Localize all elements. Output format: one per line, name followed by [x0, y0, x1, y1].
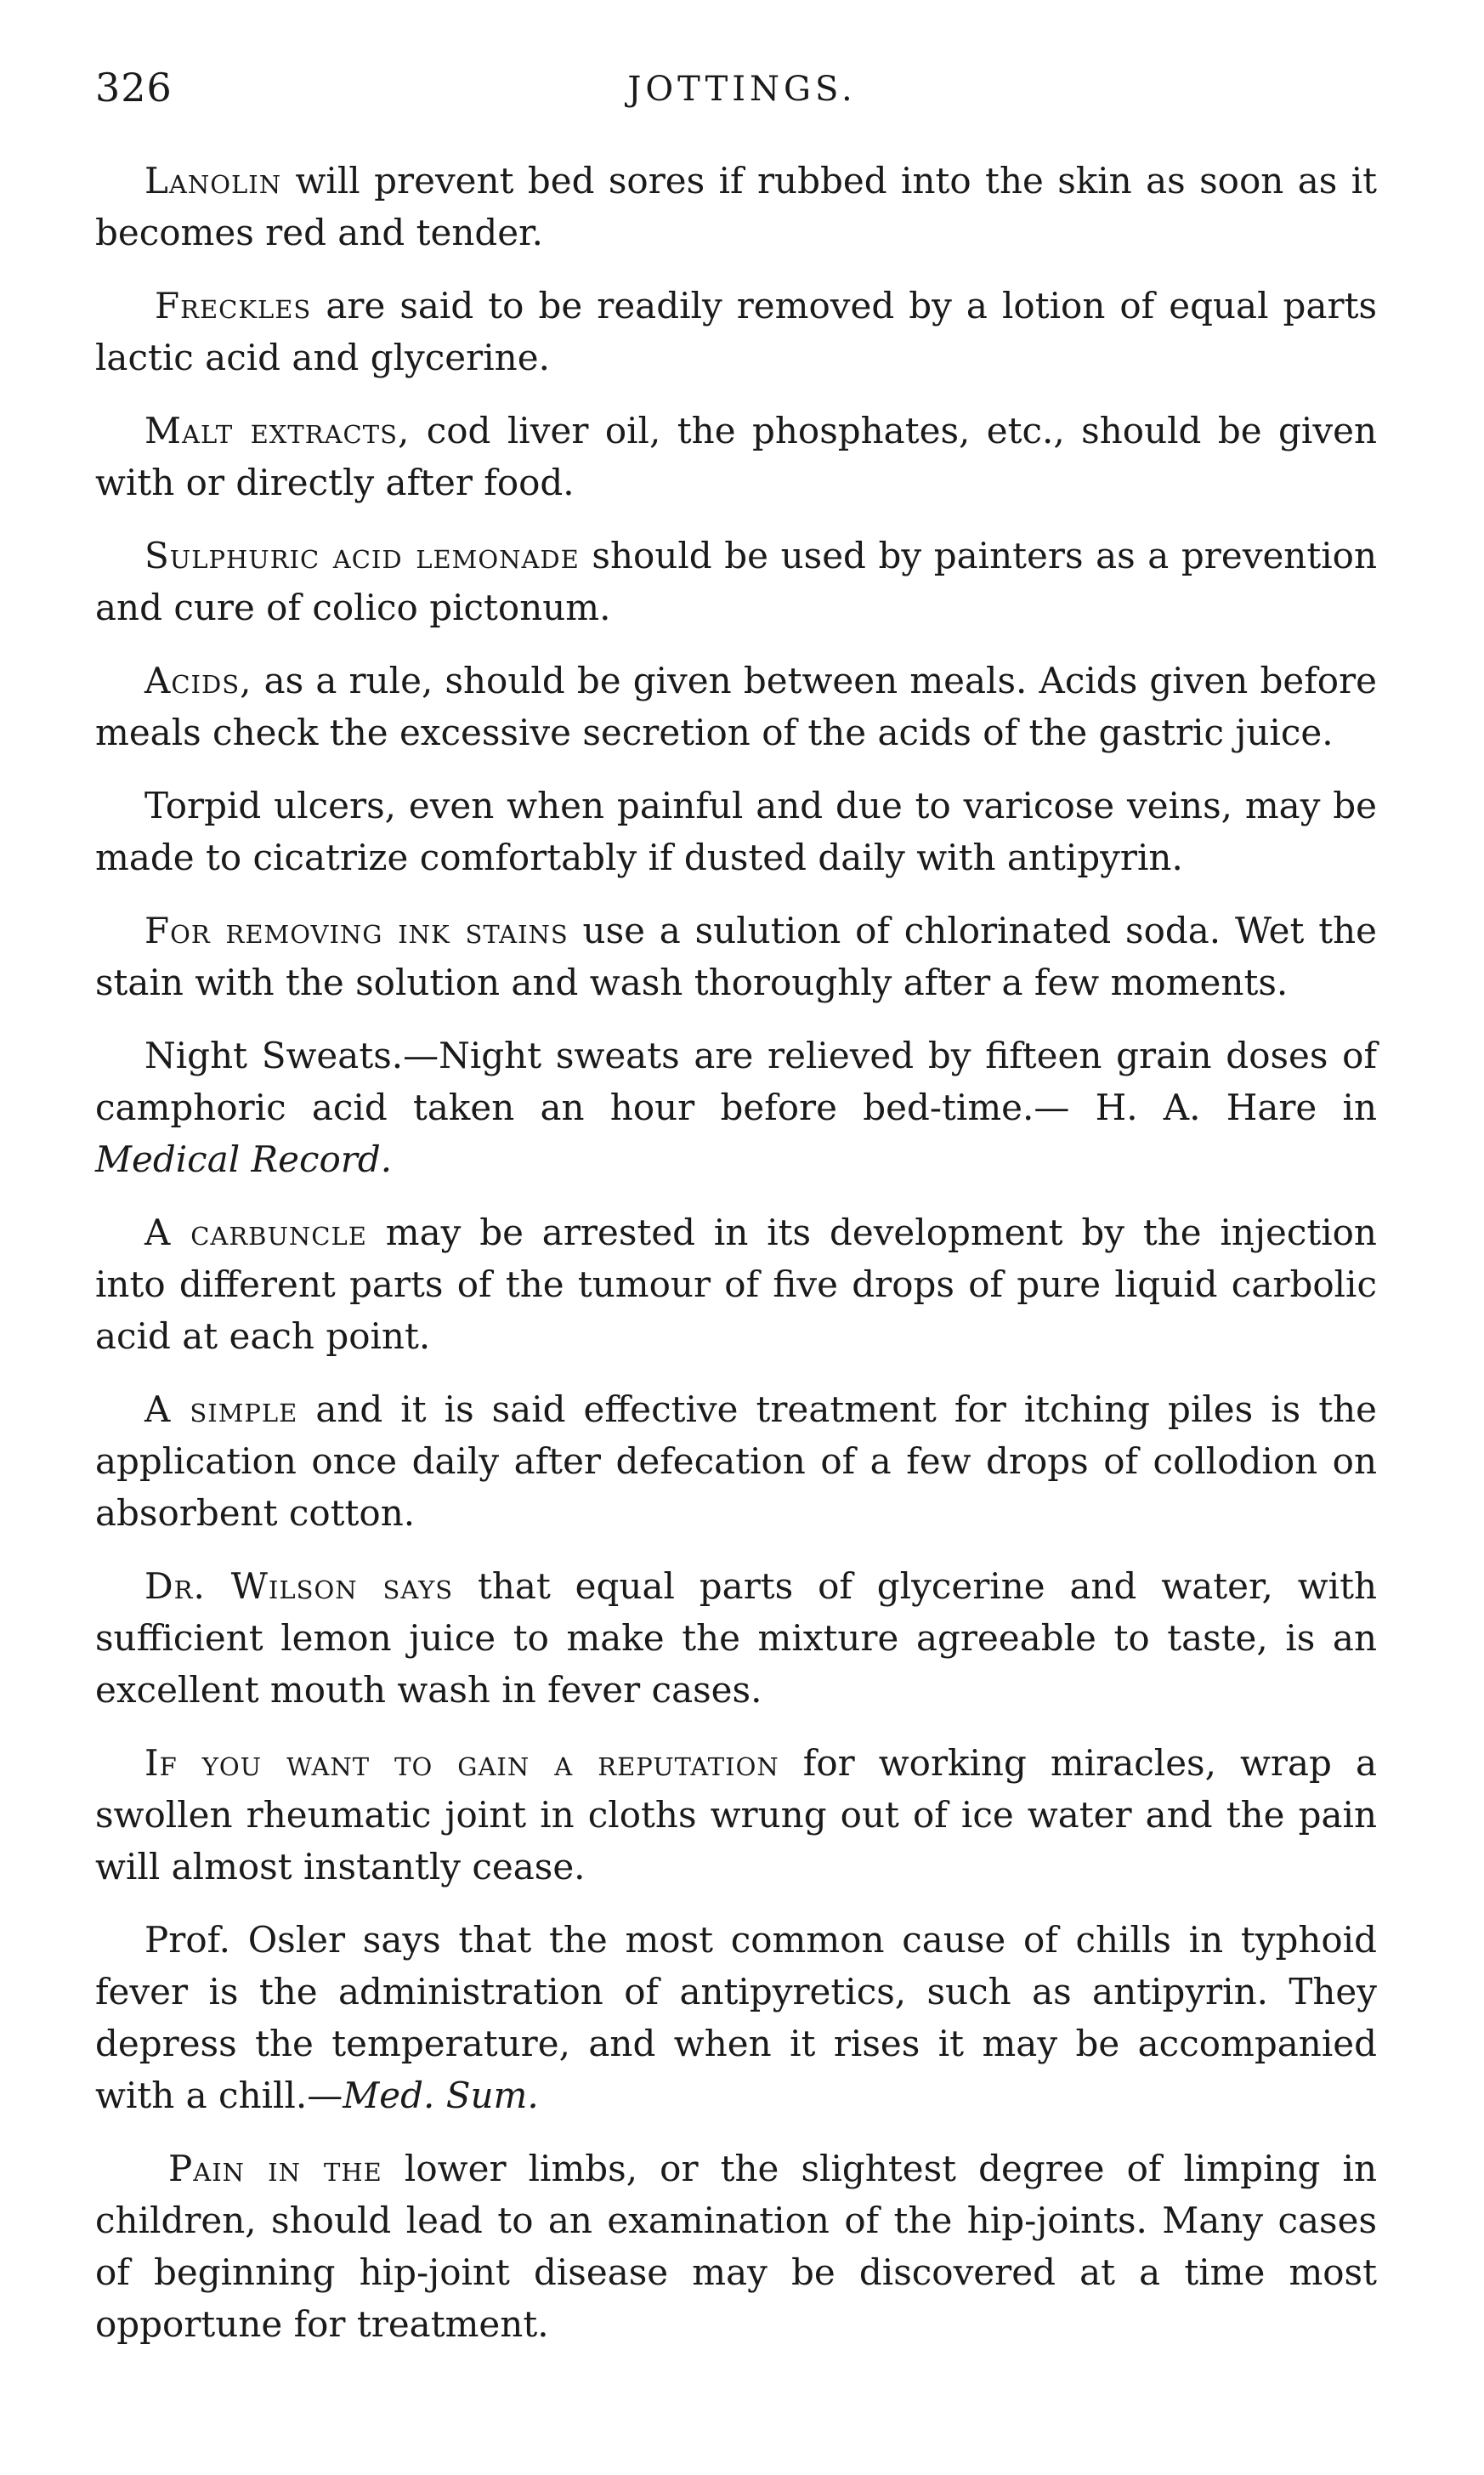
- paragraph-lead: Sulphuric acid lemonade: [144, 535, 580, 576]
- paragraph-text: lower limbs, or the slightest degree of limping in children, should lead to an examination of the hip-joints. Many cases of beginning hip-joint disease may be discovered at a time most opportune for treatment.: [95, 2148, 1378, 2345]
- paragraph-text: Prof. Osler says that the most common cause of chills in typhoid fever is the administration of antipyretics, such as antipyrin. They depress the temperature, and when it rises it may be accompanied with a chill.—: [95, 1919, 1377, 2116]
- paragraph-itching-piles: [95, 1383, 1377, 1539]
- paragraph-pain-lower-limbs: [95, 2143, 1377, 2350]
- paragraph-text: use a sulution of chlorinated soda. Wet the stain with the solution and wash thoroughly after a few moments.: [95, 910, 1377, 1003]
- paragraph-text: may be arrested in its development by the injection into different parts of the tumour of five drops of pure liquid carbolic acid at each point.: [95, 1212, 1377, 1357]
- paragraph-text: should be used by painters as a prevention and cure of colico pictonum.: [95, 535, 1377, 628]
- paragraph-lead: A carbuncle: [144, 1212, 367, 1253]
- source-citation: Med. Sum.: [343, 2075, 539, 2116]
- paragraph-lead: Pain in the: [168, 2148, 382, 2189]
- paragraph-prof-osler: [95, 1914, 1377, 2121]
- paragraph-lead: Freckles: [155, 285, 312, 326]
- paragraph-text: that equal parts of glycerine and water, with sufficient lemon juice to make the mixture agreeable to taste, is an excellent mouth wash in fever cases.: [95, 1565, 1378, 1711]
- paragraph-malt-extracts: [95, 405, 1377, 508]
- paragraph-text: cod liver oil, the phosphates, etc., should be given with or directly after food.: [95, 410, 1377, 503]
- paragraph-lead: For removing ink stains: [144, 910, 569, 951]
- paragraph-text: Torpid ulcers, even when painful and due to varicose veins, may be made to cicatrize comfortably if dusted daily with antipyrin.: [95, 785, 1377, 878]
- page-body: [95, 155, 1377, 2371]
- paragraph-dr-wilson: [95, 1560, 1377, 1716]
- paragraph-text: as a rule, should be given between meals. Acids given before meals check the excessive secretion of the acids of the gastric juice.: [95, 660, 1377, 753]
- paragraph-text: for working miracles, wrap a swollen rheumatic joint in cloths wrung out of ice water and the pain will almost instantly cease.: [95, 1742, 1377, 1887]
- paragraph-text: Night Sweats.—Night sweats are relieved by fifteen grain doses of camphoric acid taken an hour before bed-time.— H. A. Hare in: [95, 1035, 1377, 1128]
- paragraph-reputation: [95, 1737, 1377, 1893]
- paragraph-lead: If you want to gain a reputation: [144, 1742, 779, 1784]
- paragraph-carbuncle: [95, 1206, 1377, 1362]
- paragraph-freckles: [95, 280, 1377, 383]
- running-head: JOTTINGS.: [627, 70, 857, 109]
- paragraph-text: will prevent bed sores if rubbed into the skin as soon as it becomes red and tender.: [95, 160, 1377, 253]
- paragraph-lead: Lanolin: [144, 160, 282, 202]
- paragraph-text: and it is said effective treatment for itching piles is the application once daily after defecation of a few drops of collodion on absorbent cotton.: [95, 1388, 1378, 1534]
- paragraph-lanolin: [95, 155, 1377, 258]
- paragraph-lead: Dr. Wilson says: [144, 1565, 454, 1607]
- paragraph-night-sweats: [95, 1030, 1377, 1185]
- paragraph-lead: Malt extracts,: [144, 410, 411, 451]
- paragraph-torpid-ulcers: [95, 780, 1377, 883]
- paragraph-text: are said to be readily removed by a lotion of equal parts lactic acid and glycerine.: [95, 285, 1377, 378]
- paragraph-lead: A simple: [144, 1388, 298, 1430]
- paragraph-lead: Acids,: [144, 660, 252, 701]
- paragraph-acids: [95, 655, 1377, 758]
- paragraph-sulphuric-acid: [95, 530, 1377, 633]
- source-citation: Medical Record.: [95, 1138, 393, 1180]
- page-header: [95, 65, 1389, 116]
- page-number: 326: [95, 65, 173, 111]
- paragraph-ink-stains: [95, 905, 1377, 1008]
